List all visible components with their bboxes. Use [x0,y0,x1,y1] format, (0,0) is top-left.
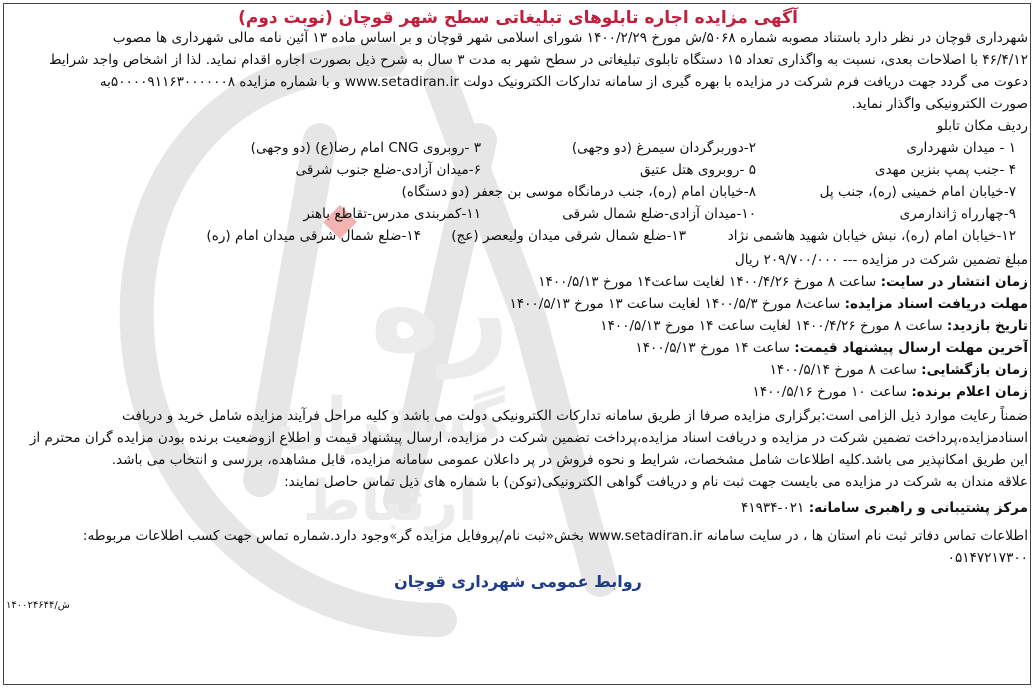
ad-title: آگهی مزایده اجاره تابلوهای تبلیغاتی سطح شهر قوچان (نوبت دوم) [238,8,798,28]
location-item: ۸-خیابان امام (ره)، جنب درمانگاه موسی بن جعفر (دو دستگاه) [401,184,756,200]
location-item: ۱۰-میدان آزادی-ضلع شمال شرقی [562,206,756,222]
schedule-row [10,360,1028,382]
signature: روابط عمومی شهرداری قوچان [394,572,642,591]
ad-code: ۱۴۰۰۲۴۶۴۴/ش [6,600,70,611]
schedule-label: مهلت دریافت اسناد مزایده: [844,296,1028,312]
svg-text:گستران: گستران [275,385,505,455]
notes-line-2: اسنادمزایده،پرداخت تضمین شرکت در مزایده و دریافت اسناد مزایده،پرداخت تضمین شرکت در مزایده، ارسال پیشنهاد قیمت و اطلاع ازوضعیت برنده بودن مزایده گران محترم از [29,430,1028,446]
schedule-label: زمان انتشار در سایت: [880,274,1028,290]
location-item: ۶-میدان آزادی-ضلع جنوب شرقی [295,162,481,178]
schedule-row [10,272,1028,294]
schedule-value: ساعت ۸ مورخ ۱۴۰۰/۴/۲۶ لغایت ساعت۱۴ مورخ ۱۴۰۰/۵/۱۳ [538,274,877,290]
schedule-value: ساعت۸ مورخ ۱۴۰۰/۵/۳ لغایت ساعت ۱۳ مورخ ۱۴۰۰/۵/۱۳ [509,296,841,312]
schedule-row [10,316,1028,338]
schedule-value: ساعت ۸ مورخ ۱۴۰۰/۴/۲۶ لغایت ساعت ۱۴ مورخ ۱۴۰۰/۵/۱۳ [600,318,943,334]
intro-line-4: صورت الکترونیکی واگذار نماید. [851,96,1028,112]
location-item: ۱ - میدان شهرداری [906,140,1016,156]
intro-line-1: شهرداری قوچان در نظر دارد باستناد مصوبه شماره ۵۰۶۸/ش مورخ ۱۴۰۰/۲/۲۹ شورای اسلامی شهر قوچان و بر اساس ماده ۱۳ آئین نامه مالی شهرداری ها مصوب [112,30,1028,46]
schedule-value: ساعت ۸ مورخ ۱۴۰۰/۵/۱۴ [769,362,917,378]
guarantee-amount: مبلغ تضمین شرکت در مزایده --- ۲۰۹/۷۰۰/۰۰۰ ریال [734,252,1028,268]
schedule-label: آخرین مهلت ارسال پیشنهاد قیمت: [794,340,1028,356]
contact-phone: ۰۵۱۴۷۲۱۷۳۰۰ [947,550,1028,566]
schedule-label: زمان اعلام برنده: [911,384,1028,400]
notes-line-4: علاقه مندان به شرکت در مزایده می بایست جهت ثبت نام و دریافت گواهی الکترونیکی(توکن) با شماره های ذیل تماس حاصل نمایند: [284,474,1028,490]
table-header: ردیف مکان تابلو [936,118,1028,134]
support-label: مرکز پشتیبانی و راهبری سامانه: [808,500,1028,516]
schedule-row [10,294,1028,316]
schedule-value: ساعت ۱۰ مورخ ۱۴۰۰/۵/۱۶ [752,384,908,400]
location-item: ۱۴-ضلع شمال شرقی میدان امام (ره) [206,228,421,244]
location-item: ۵ -روبروی هتل عتیق [639,162,756,178]
location-item: ۱۲-خیابان امام (ره)، نبش خیابان شهید هاشمی نژاد [727,228,1016,244]
location-item: ۱۱-کمربندی مدرس-تقاطع باهنر [303,206,481,222]
notes-line-1: ضمناً رعایت موارد ذیل الزامی است:برگزاری مزایده صرفا از طریق سامانه تدارکات الکترونیکی دولت می باشد و کلیه مراحل فرآیند مزایده شامل خرید و دریافت [122,408,1028,424]
schedule-label: زمان بازگشایی: [921,362,1028,378]
schedule-label: تاریخ بازدید: [946,318,1028,334]
contact-line: اطلاعات تماس دفاتر ثبت نام استان ها ، در سایت سامانه www.setadiran.ir بخش«ثبت نام/پروفایل مزایده گر»وجود دارد.شماره تماس جهت کسب اطلاعات مربوطه: [82,528,1028,544]
support-phone: ۰۲۱-۴۱۹۳۴ [741,500,805,516]
location-item: ۹-چهارراه ژاندارمری [899,206,1016,222]
location-item: ۳ -روبروی CNG امام رضا(ع) (دو وجهی) [250,140,481,156]
intro-line-3: دعوت می گردد جهت دریافت فرم شرکت در مزایده با بهره گیری از سامانه تدارکات الکترونیک دولت www.setadiran.ir و با شماره مزایده ۵۰۰۰۰۹۱۱۶۳۰۰۰۰۰۰۸به [99,74,1028,90]
location-item: ۴ -جنب پمپ بنزین مهدی [874,162,1016,178]
location-item: ۱۳-ضلع شمال شرقی میدان ولیعصر (عج) [451,228,686,244]
location-item: ۲-دوربرگردان سیمرغ (دو وجهی) [571,140,756,156]
svg-text:ارتباط: ارتباط [302,469,478,534]
schedule-row [10,338,1028,360]
schedule-value: ساعت ۱۴ مورخ ۱۴۰۰/۵/۱۳ [635,340,790,356]
schedule-row [10,382,1028,404]
svg-text:ره: ره [370,240,510,379]
support-row [10,498,1028,520]
location-item: ۷-خیابان امام خمینی (ره)، جنب پل [819,184,1016,200]
notes-line-3: این طریق امکانپذیر می باشد.کلیه اطلاعات شامل مشخصات، شرایط و نحوه فروش در پر داعلان عمومی سامانه مزایده، قابل مشاهده، بررسی و انتخاب می باشد. [111,452,1028,468]
intro-line-2: ۴۶/۴/۱۲ با اصلاحات بعدی، نسبت به واگذاری تعداد ۱۵ دستگاه تابلوی تبلیغاتی در سطح شهر به مدت ۳ سال به شرح ذیل بصورت اجاره اقدام نماید. لذا از اشخاص واجد شرایط [48,52,1028,68]
